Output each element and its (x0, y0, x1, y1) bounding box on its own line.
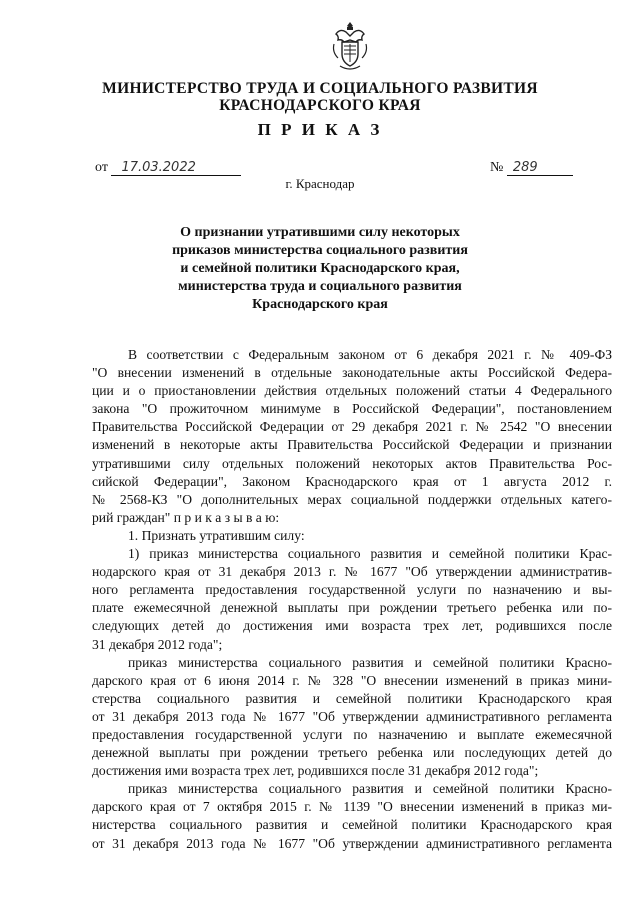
body-line: плате ежемесячной денежной выплаты при рождении третьего ребенка или по- (92, 600, 612, 616)
body-line: приказ министерства социального развития и семейной политики Красно- (128, 654, 612, 670)
body-line: дарского края от 7 октября 2015 г. № 1139 "О внесении изменений в приказ ми- (92, 799, 612, 815)
title-line: О признании утратившими силу некоторых (180, 225, 460, 240)
body-line: изменений в некоторые акты Правительства Российской Федерации и признании (92, 437, 612, 453)
date-field (95, 160, 241, 176)
body-line: следующих детей до достижения ими возраста трех лет, родившихся после (92, 618, 612, 634)
body-line: "О внесении изменений в отдельные законодательные акты Российской Федера- (92, 365, 612, 381)
ministry-name (0, 80, 640, 114)
body-line: приказ министерства социального развития и семейной политики Красно- (128, 781, 612, 797)
body-line: от 31 декабря 2013 года № 1677 "Об утверждении административного регламента (92, 835, 612, 851)
body-line: нодарского края от 31 декабря 2013 г. № 1677 "Об утверждении административ- (92, 564, 612, 580)
document-title (0, 224, 640, 314)
date-prefix: от (95, 160, 108, 175)
title-line: министерства труда и социального развития (178, 279, 462, 294)
body-line: утратившими силу отдельных положений некоторых актов Правительства Рос- (92, 455, 612, 471)
ministry-line-1: МИНИСТЕРСТВО ТРУДА И СОЦИАЛЬНОГО РАЗВИТИЯ (102, 80, 538, 97)
number-value: 289 (507, 161, 573, 176)
body-line: 1. Признать утратившим силу: (128, 527, 305, 543)
city-label: г. Краснодар (285, 176, 355, 191)
number-prefix: № (490, 160, 504, 175)
body-line: предоставления государственной услуги по назначению и выплате ежемесячной (92, 726, 612, 742)
body-line: ции и о приостановлении действия отдельных положений статьи 4 Федерального (92, 383, 612, 399)
body-line: закона "О прожиточном минимуме в Российской Федерации", постановлением (92, 401, 612, 417)
body-line: от 31 декабря 2013 года № 1677 "Об утверждении административного регламента (92, 708, 612, 724)
number-field (490, 160, 573, 176)
date-value: 17.03.2022 (111, 161, 241, 176)
body-line: ного регламента предоставления государственной услуги по назначению и вы- (92, 582, 612, 598)
body-line: № 2568-КЗ "О дополнительных мерах социальной поддержки отдельных катего- (92, 491, 612, 507)
body-line: достижения ими возраста трех лет, родившихся после 31 декабря 2012 года"; (92, 763, 539, 779)
title-line: приказов министерства социального развития (172, 243, 468, 258)
body-line: нистерства социального развития и семейной политики Краснодарского края (92, 817, 612, 833)
body-line: денежной выплаты при рождении третьего ребенка или последующих детей до (92, 745, 612, 761)
body-line: Правительства Российской Федерации от 29 декабря 2021 г. № 2542 "О внесении (92, 419, 612, 435)
title-line: Краснодарского края (252, 297, 388, 312)
doc-type-heading: П Р И К А З (257, 120, 383, 139)
body-line: сийской Федерации", Законом Краснодарского края от 1 августа 2012 г. (92, 473, 612, 489)
body-line: рий граждан" п р и к а з ы в а ю: (92, 509, 280, 525)
body-line: 31 декабря 2012 года"; (92, 636, 223, 652)
title-line: и семейной политики Краснодарского края, (180, 261, 460, 276)
body-line: 1) приказ министерства социального развития и семейной политики Крас- (128, 546, 612, 562)
body-line: дарского края от 6 июня 2014 г. № 328 "О внесении изменений в приказ мини- (92, 672, 612, 688)
coat-of-arms-emblem-icon (330, 20, 370, 72)
ministry-line-2: КРАСНОДАРСКОГО КРАЯ (219, 97, 421, 114)
body-line: В соответствии с Федеральным законом от 6 декабря 2021 г. № 409-ФЗ (128, 347, 612, 362)
document-body (92, 346, 612, 853)
body-line: стерства социального развития и семейной политики Краснодарского края (92, 690, 612, 706)
